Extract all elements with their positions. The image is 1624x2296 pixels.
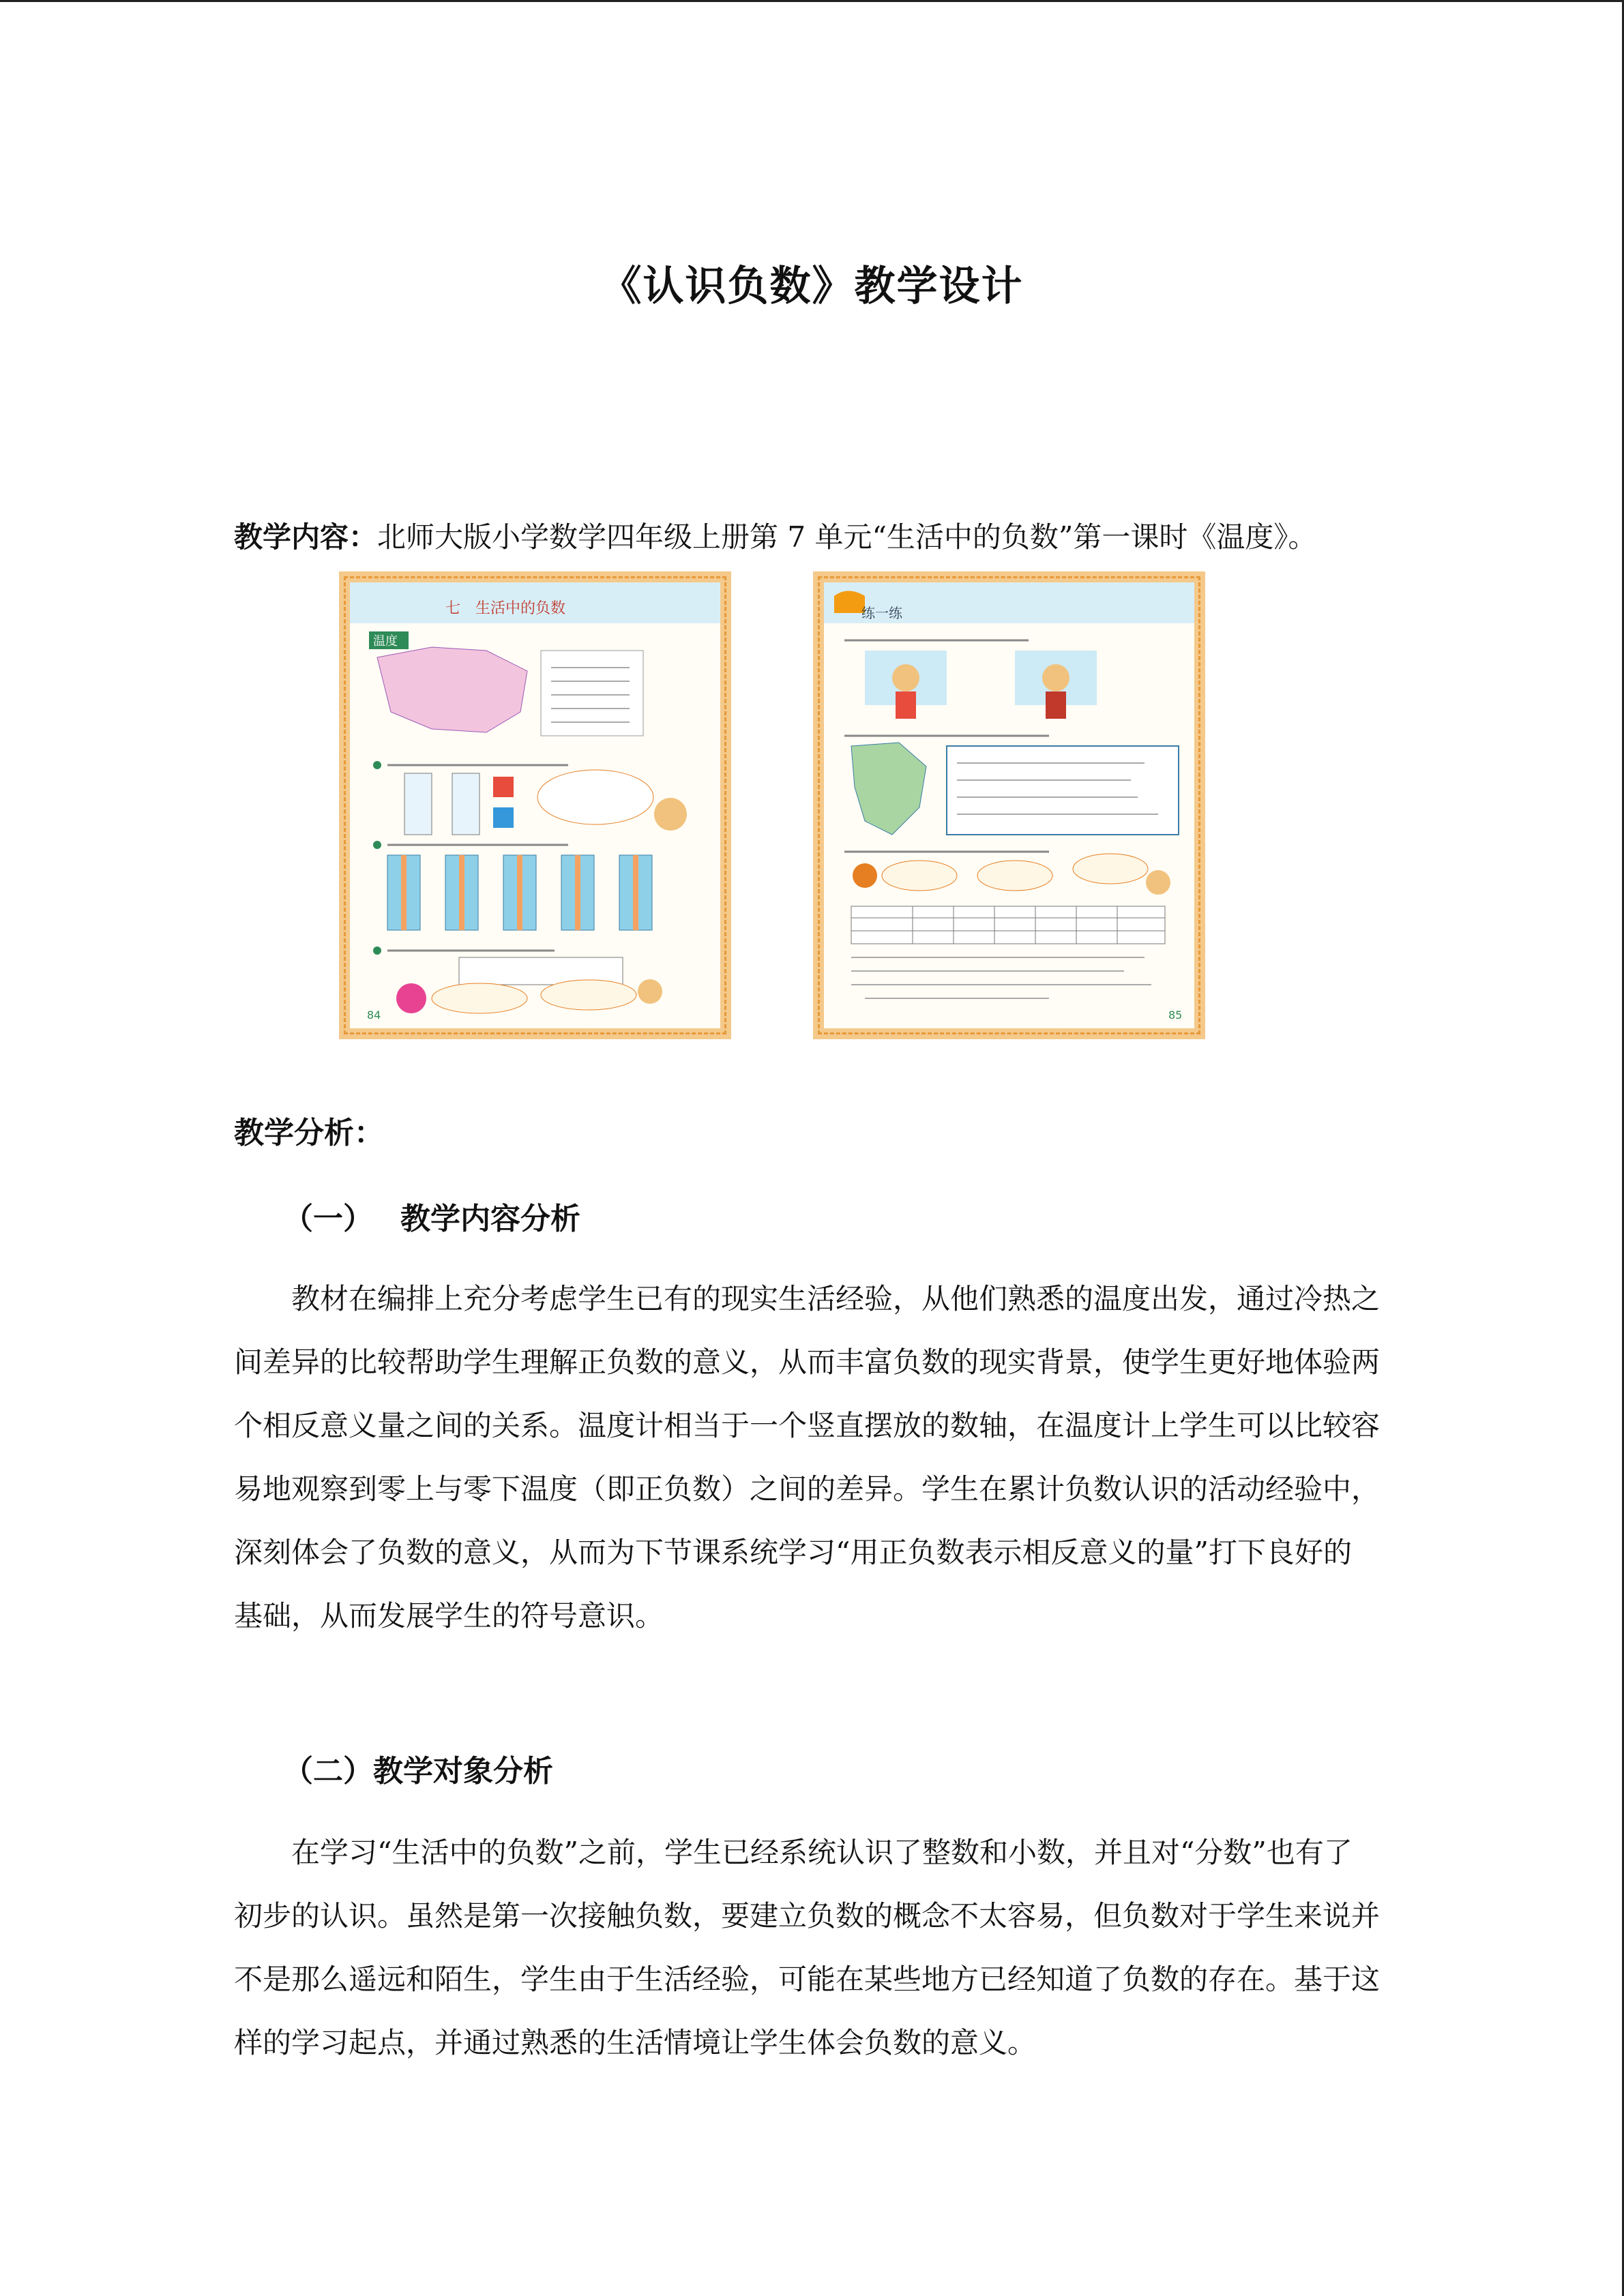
subsection-2-heading: （二）教学对象分析 [283,1754,553,1789]
section-tag: 温度 [373,634,398,648]
teaching-content-text: 北师大版小学数学四年级上册第 7 单元“生活中的负数”第一课时《温度》。 [377,520,1317,554]
student-analysis-paragraph: 在学习“生活中的负数”之前，学生已经系统认识了整数和小数，并且对“分数”也有了初步的认识。虽然是第一次接触负数，要建立负数的概念不太容易，但负数对于学生来说并不是那么遥远和陌生，学生由于生活经验，可能在某些地方已经知道了负数的存在。基于这样的学习起点，并通过熟悉的生活情境让学生体会负数的意义。 [234,1836,1381,2059]
subsection-1-heading [283,1194,580,1238]
teaching-content [234,510,1380,565]
textbook-page-84-image [339,571,731,1039]
chapter-title: 七 生活中的负数 [445,600,566,617]
textbook-page-85-image [813,571,1205,1039]
page-number-84: 84 [367,1009,381,1022]
analysis-heading: 教学分析： [234,1116,384,1150]
page-number-85: 85 [1168,1009,1183,1022]
subsection-1-title: 教学内容分析 [400,1202,580,1236]
subsection-1-number: （一） [283,1202,373,1236]
practice-tag: 练一练 [861,605,902,621]
page-top-border [0,0,1624,2]
content-analysis-paragraph: 教材在编排上充分考虑学生已有的现实生活经验，从他们熟悉的温度出发，通过冷热之间差异的比较帮助学生理解正负数的意义，从而丰富负数的现实背景，使学生更好地体验两个相反意义量之间的关系。温度计相当于一个竖直摆放的数轴，在温度计上学生可以比较容易地观察到零上与零下温度（即正负数）之间的差异。学生在累计负数认识的活动经验中，深刻体会了负数的意义，从而为下节课系统学习“用正负数表示相反意义的量”打下良好的基础，从而发展学生的符号意识。 [234,1282,1381,1632]
teaching-content-label: 教学内容： [234,520,378,554]
document-title: 《认识负数》教学设计 [600,263,1024,310]
